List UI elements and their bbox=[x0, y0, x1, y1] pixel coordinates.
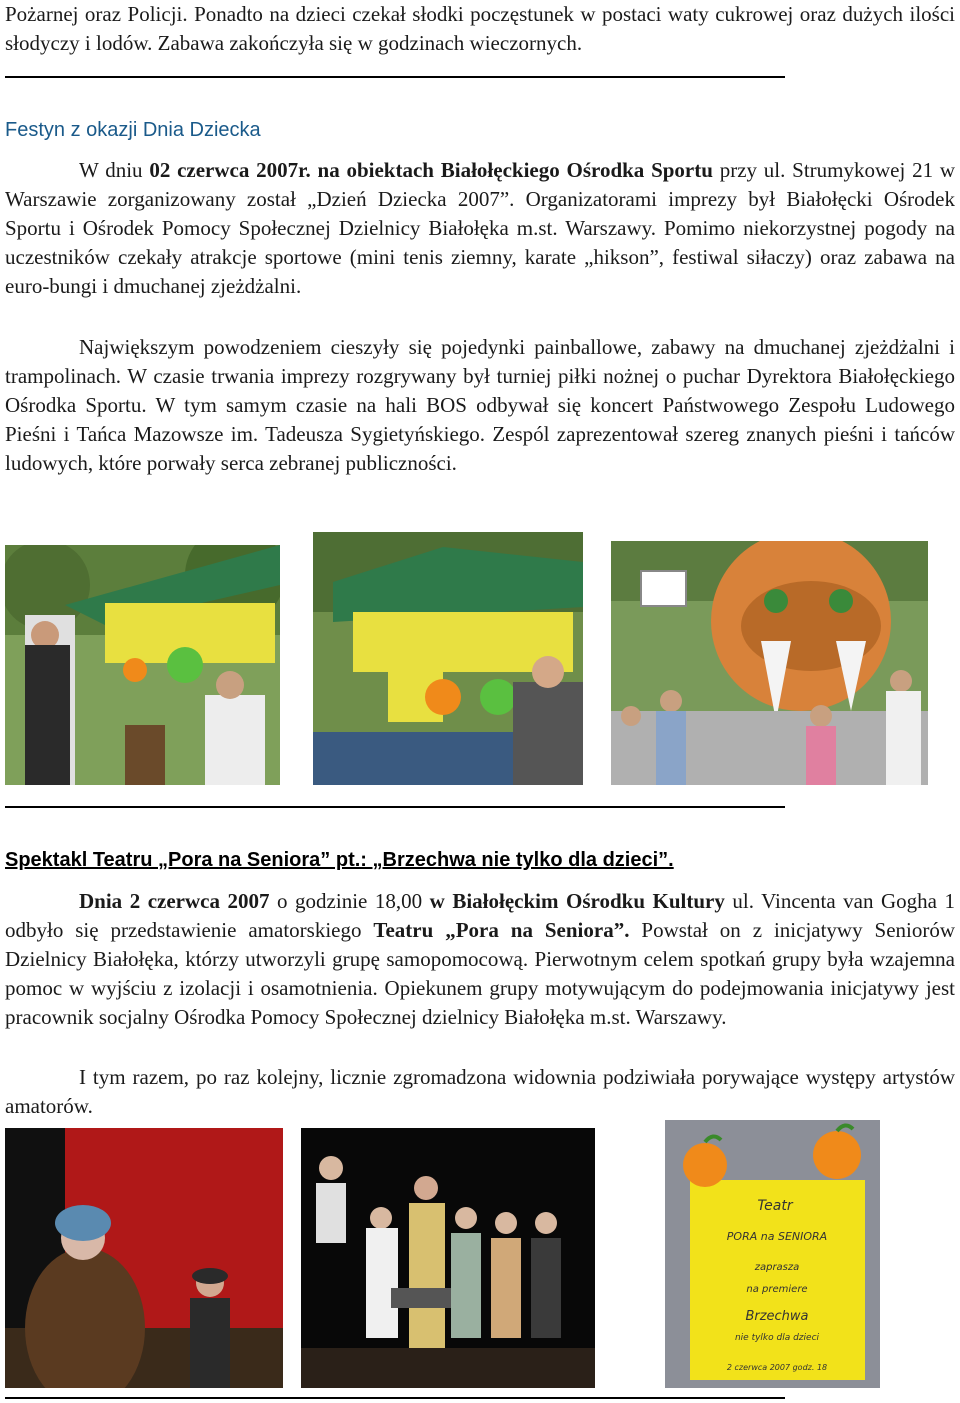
photo-theatre-poster bbox=[665, 1120, 880, 1388]
section2-p1-part-f: Powstał on z inicjatywy Seniorów Dzielnicy Białołęka, którzy utworzyli grupę samopomocową. Pierwotnym celem spotkań grupy była wzajemna pomoc w wyjściu z izolacji i osamotnienia. Opiekunem grupy motywującym do podejmowania inicjatywy jest pracownik socjalny Ośrodka Pomocy Społecznej dzielnicy Białołęka m.st. Warszawy. bbox=[5, 918, 956, 1029]
intro-paragraph: Pożarnej oraz Policji. Ponadto na dzieci czekał słodki poczęstunek w postaci waty cukrowej oraz dużych ilości słodyczy i lodów. Zabawa zakończyła się w godzinach wieczornych. bbox=[5, 2, 955, 55]
section1-p1-part-a: W dniu bbox=[79, 158, 150, 182]
section-divider bbox=[5, 806, 785, 808]
poster-line-2: PORA na SENIORA bbox=[726, 1230, 828, 1243]
section2-title: Spektakl Teatru „Pora na Seniora” pt.: „Brzechwa nie tylko dla dzieci”. bbox=[5, 849, 674, 871]
poster-line-5: Brzechwa bbox=[745, 1309, 809, 1324]
photo-festival-tent-2 bbox=[313, 532, 583, 785]
section2-p1-part-c: w Białołęckim Ośrodku Kultury bbox=[429, 889, 725, 913]
photo-stage-actors bbox=[5, 1128, 283, 1388]
photo-stage-group bbox=[301, 1128, 595, 1388]
section-divider bbox=[5, 1397, 785, 1399]
section2-paragraph-2: I tym razem, po raz kolejny, licznie zgromadzona widownia podziwiała porywające występy artystów amatorów. bbox=[5, 1065, 955, 1118]
section2-p1-part-a: Dnia 2 czerwca 2007 bbox=[79, 889, 270, 913]
poster-line-3: zaprasza bbox=[754, 1262, 800, 1273]
section1-p1-part-b: 02 czerwca 2007r. na obiektach Białołęckiego Ośrodka Sportu bbox=[149, 158, 713, 182]
section2-p1-part-d: ul. Vincenta van Gogha 1 odbyło się przedstawienie amatorskiego bbox=[5, 889, 956, 942]
photo-inflatable-slide bbox=[611, 541, 928, 785]
poster-line-4: na premiere bbox=[746, 1284, 808, 1295]
section-divider bbox=[5, 76, 785, 78]
section1-p1-part-c: przy ul. Strumykowej 21 w Warszawie zorganizowany został „Dzień Dziecka 2007”. Organizatorami imprezy był Białołęcki Ośrodek Sportu i Ośrodek Pomocy Społecznej Dzielnicy Białołęka m.st. Warszawy. Pomimo niekorzystnej pogody na uczestników czekały atrakcje sportowe (mini tenis ziemny, karate „hikson”, festiwal siłaczy) oraz zabawa na euro-bungi i dmuchanej zjeżdżalni. bbox=[5, 158, 955, 298]
photo-festival-tent-1 bbox=[5, 545, 280, 785]
section1-paragraph-2: Największym powodzeniem cieszyły się pojedynki painballowe, zabawy na dmuchanej zjeżdżalni i trampolinach. W czasie trwania imprezy rozgrywany był turniej piłki nożnej o puchar Dyrektora Białołęckiego Ośrodka Sportu. W tym samym czasie na hali BOS odbywał się koncert Państwowego Zespołu Ludowego Pieśni i Tańca Mazowsze im. Tadeusza Sygietyńskiego. Zespól zaprezentował szereg znanych pieśni i tańców ludowych, które porwały serca zebranej publiczności. bbox=[5, 335, 955, 475]
poster-line-1: Teatr bbox=[757, 1198, 793, 1214]
section1-title: Festyn z okazji Dnia Dziecka bbox=[5, 119, 261, 141]
poster-line-6: nie tylko dla dzieci bbox=[734, 1333, 820, 1343]
section1-paragraph-1 bbox=[5, 156, 955, 301]
section2-p1-part-e: Teatru „Pora na Seniora”. bbox=[373, 918, 630, 942]
poster-line-7: 2 czerwca 2007 godz. 18 bbox=[726, 1363, 828, 1372]
section2-paragraph-1 bbox=[5, 887, 955, 1032]
section2-p1-part-b: o godzinie 18,00 bbox=[269, 889, 430, 913]
